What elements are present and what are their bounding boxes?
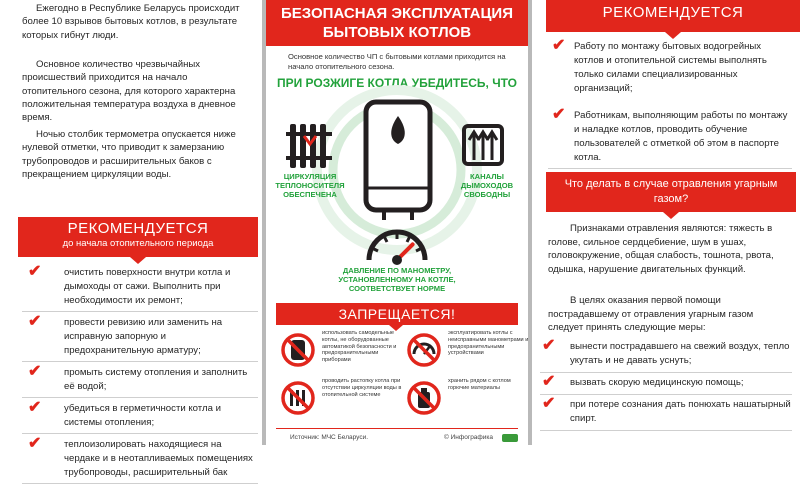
homemade-boiler-ban-icon	[280, 332, 316, 368]
check-icon: ✔	[28, 399, 42, 416]
right-recommend-header	[546, 0, 800, 32]
check-icon: ✔	[28, 313, 42, 330]
list-item	[552, 37, 792, 99]
forbidden-item	[404, 330, 532, 370]
list-item	[22, 263, 258, 312]
publisher-logo	[502, 434, 518, 442]
intro-paragraph-2: Основное количество чрезвычайных происшествий приходится на начало отопительного сезона, для которого характерна положительная температура воздуха в дневное время.	[22, 59, 236, 124]
intro-paragraph-1: Ежегодно в Республике Беларусь происходит более 10 взрывов бытовых котлов, в результате которых гибнут люди.	[22, 3, 240, 41]
check-icon: ✔	[28, 363, 42, 380]
right-recommend-list	[552, 37, 792, 178]
list-item-text: Работу по монтажу бытовых водогрейных котлов и отопительной системы выполнять только силами специализированных организаций;	[574, 41, 767, 94]
co-poisoning-header: Что делать в случае отравления угарным газом?	[546, 172, 796, 212]
faulty-gauge-ban-icon	[406, 332, 442, 368]
forbidden-item	[404, 378, 532, 418]
no-circulation-ban-icon	[280, 380, 316, 416]
boiler-icon	[366, 102, 430, 220]
list-item-text: вызвать скорую медицинскую помощь;	[570, 377, 744, 388]
list-item-text: убедиться в герметичности котла и системы отопления;	[64, 403, 221, 428]
footer	[276, 428, 518, 445]
list-item-text: провести ревизию или заменить на исправную запорную и предохранительную арматуру;	[64, 317, 223, 356]
page-title: БЕЗОПАСНАЯ ЭКСПЛУАТАЦИЯ БЫТОВЫХ КОТЛОВ	[266, 0, 528, 46]
list-item	[552, 106, 792, 168]
forbidden-text: использовать самодельные котлы, не оборудованные автоматикой безопасности и предохранительными приборами	[322, 330, 397, 364]
forbidden-text: эксплуатировать котлы с неисправными манометрами и предохранительными устройствами	[448, 330, 529, 357]
flue-label: КАНАЛЫ ДЫМОХОДОВ СВОБОДНЫ	[460, 172, 514, 199]
check-icon: ✔	[552, 37, 566, 54]
forbidden-header: ЗАПРЕЩАЕТСЯ!	[276, 303, 518, 325]
list-item-text: очистить поверхности внутри котла и дымоходы от сажи. Выполнить при необходимости их ремонт;	[64, 267, 231, 306]
left-recommend-header	[18, 217, 258, 257]
left-recommend-title: РЕКОМЕНДУЕТСЯ	[67, 220, 209, 237]
middle-column	[266, 0, 528, 445]
list-item-text: вынести пострадавшего на свежий воздух, тепло укутать и не давать уснуть;	[570, 341, 790, 366]
pressure-label: ДАВЛЕНИЕ ПО МАНОМЕТРУ, УСТАНОВЛЕННОМУ НА КОТЛЕ, СООТВЕТСТВУЕТ НОРМЕ	[338, 266, 456, 293]
section-divider	[548, 168, 792, 169]
check-icon: ✔	[542, 337, 556, 354]
footer-credit: © Инфографика	[444, 434, 494, 441]
list-item-text: Работникам, выполняющим работы по монтажу и наладке котлов, проводить обучение пользователей с отметкой об этом в паспорте котла.	[574, 110, 788, 163]
check-icon: ✔	[542, 395, 556, 412]
list-item	[540, 395, 792, 431]
list-item	[22, 313, 258, 362]
list-item-text: теплоизолировать находящиеся на чердаке и в неотапливаемых помещениях трубопроводы, расширительный бак	[64, 439, 253, 478]
intro-paragraph-3: Ночью столбик термометра опускается ниже нулевой отметки, что приводит к замерзанию трубопроводов и расширительных баков с прекращением циркуляции воды.	[22, 129, 236, 180]
check-icon: ✔	[542, 373, 556, 390]
forbidden-text: проводить растопку котла при отсутствии циркуляции воды в отопительной системе	[322, 378, 402, 398]
first-aid-paragraph: В целях оказания первой помощи пострадавшему от отравления угарным газом следует принять следующие меры:	[548, 295, 754, 333]
first-aid-list	[540, 337, 792, 434]
list-item-text: промыть систему отопления и заполнить её водой;	[64, 367, 248, 392]
middle-intro: Основное количество ЧП с бытовыми котлами приходится на начало отопительного сезона.	[288, 52, 506, 71]
check-icon: ✔	[28, 263, 42, 280]
list-item	[540, 337, 792, 373]
symptoms-paragraph: Признаками отравления являются: тяжесть в голове, сильное сердцебиение, шум в ушах, головокружение, общая слабость, тошнота, рвота, одышка, нарушение двигательных функций.	[548, 223, 774, 275]
list-item	[22, 363, 258, 398]
forbidden-item	[278, 330, 406, 370]
forbidden-text: хранить рядом с котлом горючие материалы	[448, 378, 511, 391]
list-item	[22, 399, 258, 434]
check-icon: ✔	[28, 435, 42, 452]
ignition-check-title: ПРИ РОЗЖИГЕ КОТЛА УБЕДИТЕСЬ, ЧТО	[276, 76, 518, 90]
radiator-icon	[286, 124, 332, 168]
list-item	[540, 373, 792, 395]
left-recommend-list	[22, 263, 258, 488]
left-recommend-subtitle: до начала отопительного периода	[62, 238, 214, 249]
list-item-text: при потере сознания дать понюхать нашатырный спирт.	[570, 399, 791, 424]
circulation-label: ЦИРКУЛЯЦИЯ ТЕПЛОНОСИТЕЛЯ ОБЕСПЕЧЕНА	[275, 172, 345, 199]
list-item	[22, 435, 258, 484]
right-recommend-title: РЕКОМЕНДУЕТСЯ	[602, 4, 744, 21]
forbidden-item	[278, 378, 406, 418]
flammable-storage-ban-icon	[406, 380, 442, 416]
footer-source: Источник: МЧС Беларуси.	[290, 434, 369, 441]
check-icon: ✔	[552, 106, 566, 123]
